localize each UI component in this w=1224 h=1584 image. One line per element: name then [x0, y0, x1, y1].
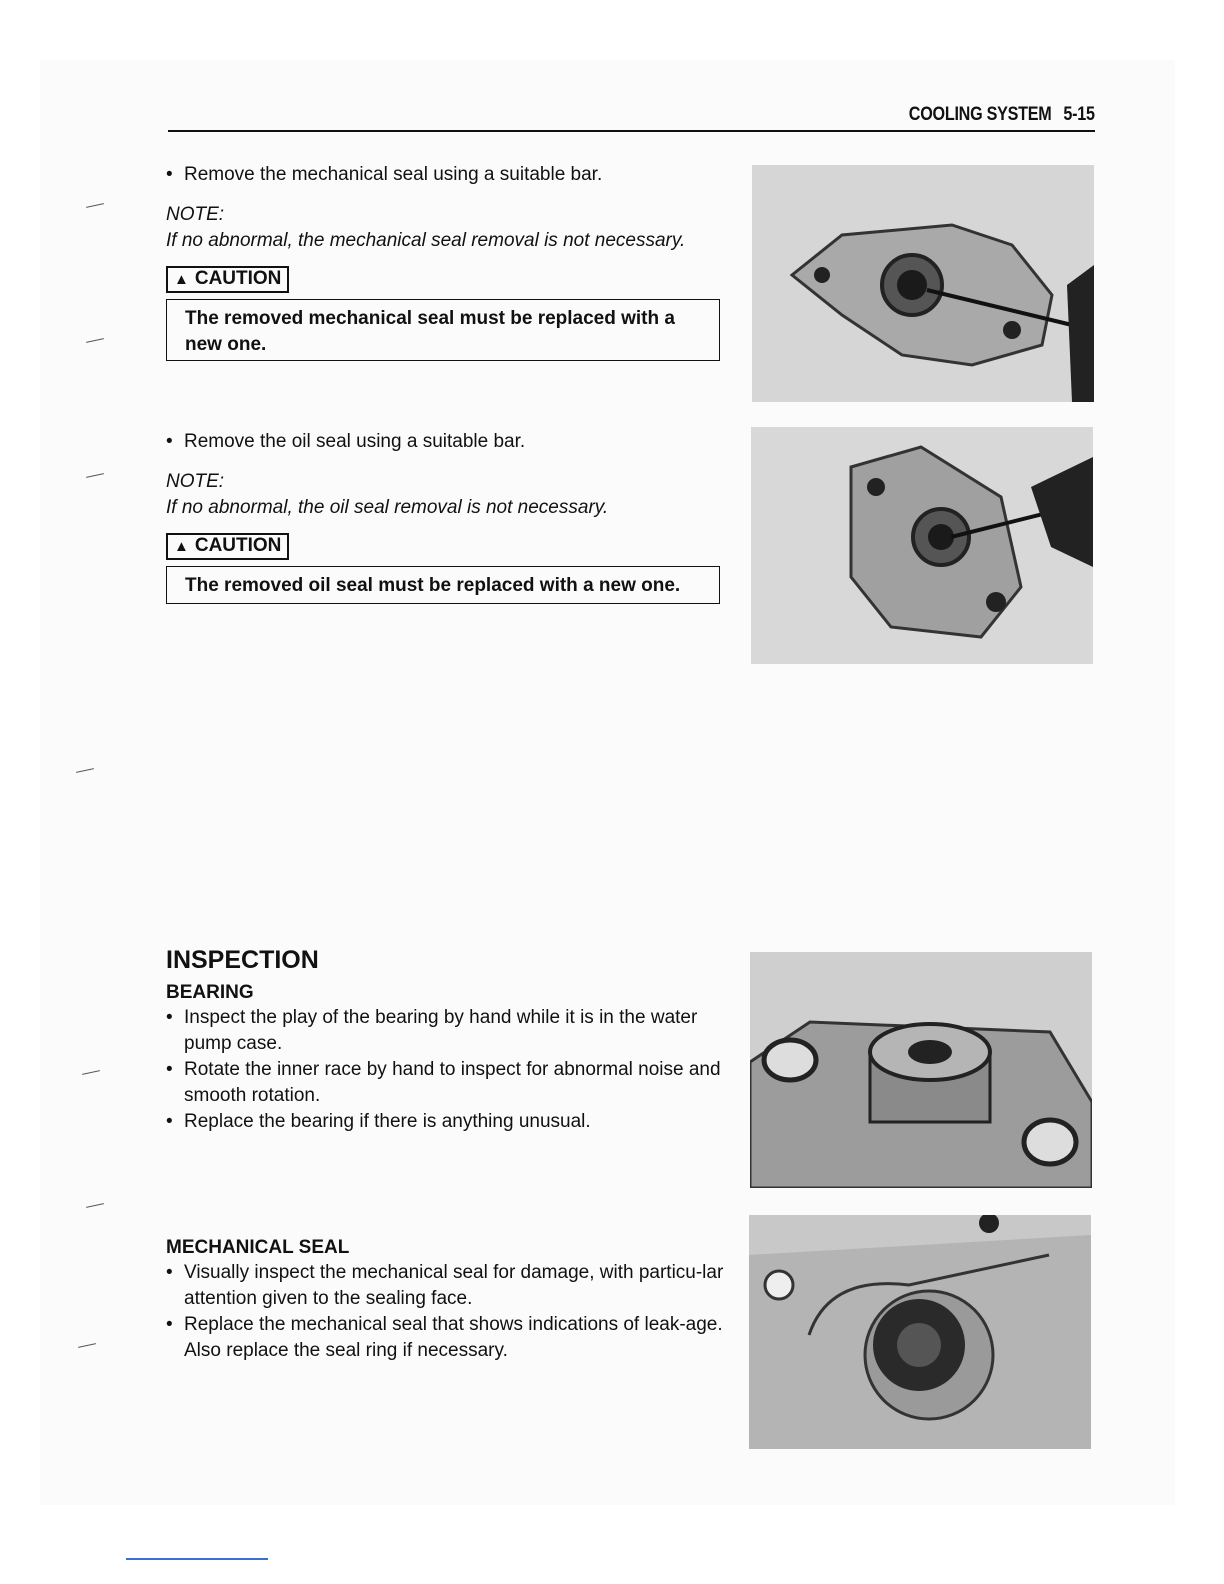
photo-mech-seal-removal [752, 165, 1094, 402]
list-item: • Visually inspect the mechanical seal for damage, with particu-lar attention given to the sealing face. [166, 1260, 726, 1312]
footer-rule [126, 1558, 268, 1560]
step-remove-mech-seal: • Remove the mechanical seal using a suitable bar. [166, 162, 726, 188]
oil-seal-removal [166, 429, 726, 604]
warning-triangle-icon: ▲ [174, 538, 189, 555]
caution-box: The removed oil seal must be replaced with a new one. [166, 566, 720, 604]
photo-oil-seal-removal [751, 427, 1093, 664]
step-remove-oil-seal: • Remove the oil seal using a suitable bar. [166, 429, 726, 455]
caution-heading [166, 533, 726, 560]
note-text: If no abnormal, the mechanical seal removal is not necessary. [166, 230, 686, 251]
caution-box: The removed mechanical seal must be replaced with a new one. [166, 299, 720, 361]
pump-cover-illustration [751, 427, 1093, 664]
list-item: • Replace the bearing if there is anything unusual. [166, 1109, 726, 1135]
bearing-illustration [750, 952, 1092, 1188]
list-item: • Rotate the inner race by hand to inspect for abnormal noise and smooth rotation. [166, 1057, 726, 1109]
photo-bearing [750, 952, 1092, 1188]
note-label: NOTE: [166, 204, 225, 225]
section-title: COOLING SYSTEM [909, 104, 1052, 125]
subsection-heading-mechanical-seal: MECHANICAL SEAL [166, 1237, 350, 1258]
note-text: If no abnormal, the oil seal removal is not necessary. [166, 497, 609, 518]
caution-label: ▲ CAUTION [166, 266, 289, 293]
note-label: NOTE: [166, 471, 225, 492]
section-heading: INSPECTION [166, 946, 319, 974]
mechanical-seal-inspection [166, 1236, 726, 1364]
mech-seal-removal [166, 162, 726, 361]
caution-label: ▲ CAUTION [166, 533, 289, 560]
pump-cover-illustration [752, 165, 1094, 402]
subsection-heading-bearing: BEARING [166, 982, 254, 1003]
page-number: 5-15 [1063, 104, 1095, 125]
list-item: • Replace the mechanical seal that shows indications of leak-age. Also replace the seal ring if necessary. [166, 1312, 726, 1364]
header-text [909, 104, 1095, 126]
photo-mechanical-seal [749, 1215, 1091, 1449]
inspection-section [166, 945, 726, 1135]
caution-heading [166, 266, 726, 293]
mechanical-seal-illustration [749, 1215, 1091, 1449]
warning-triangle-icon: ▲ [174, 271, 189, 288]
page-header [168, 100, 1095, 132]
list-item: • Inspect the play of the bearing by hand while it is in the water pump case. [166, 1005, 726, 1057]
